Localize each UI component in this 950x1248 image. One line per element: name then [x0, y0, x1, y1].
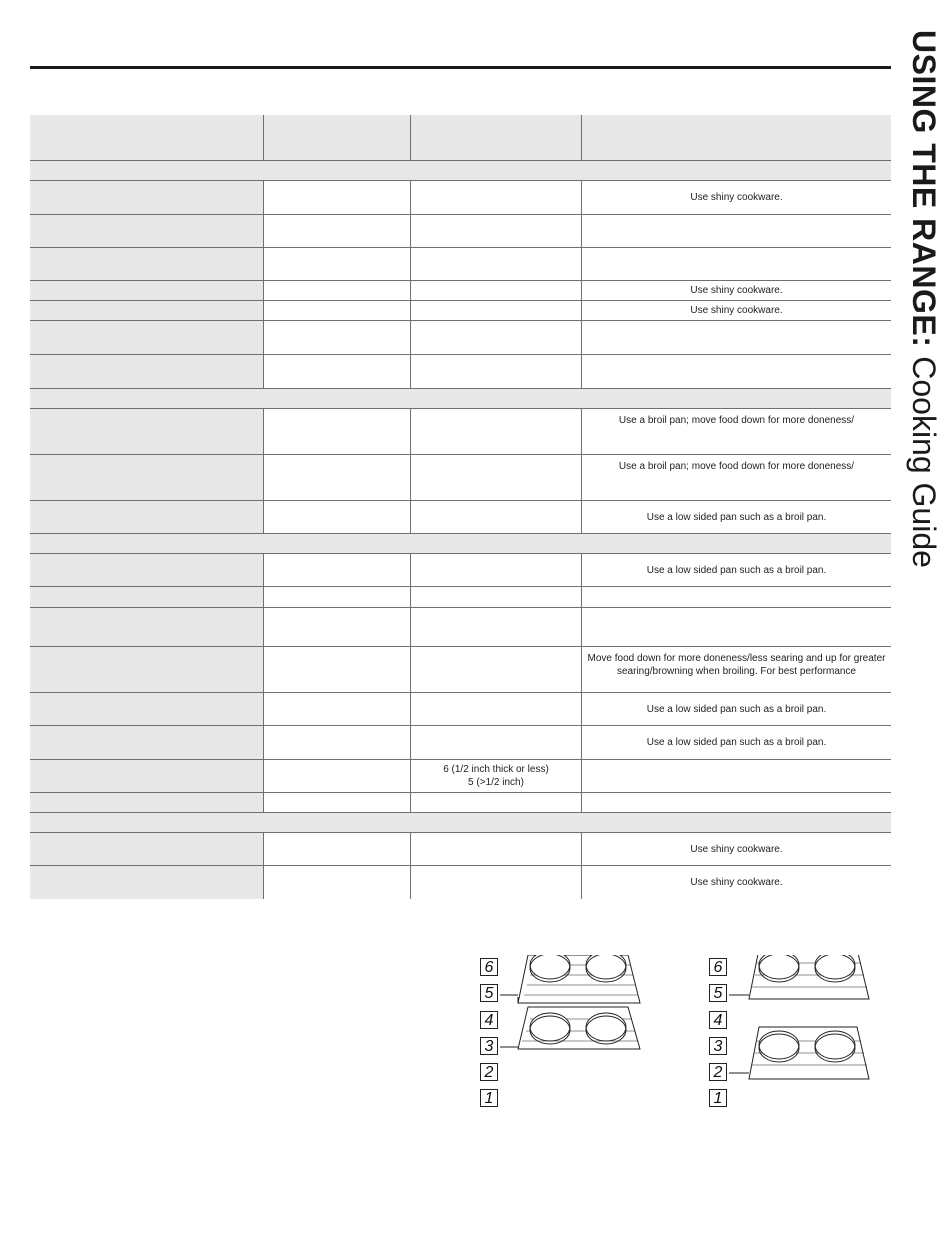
tip-cell: Use shiny cookware. — [581, 833, 891, 865]
table-row — [30, 281, 891, 301]
rack-figure-right — [707, 955, 877, 1115]
tip-cell: Use shiny cookware. — [581, 181, 891, 214]
rack-label: 5 — [480, 984, 498, 1002]
merged-tip-cell — [581, 587, 891, 647]
rack-label: 6 — [480, 958, 498, 976]
tip-cell: Move food down for more doneness/less searing and up for greater searing/browning when broiling. For best performance — [581, 647, 891, 692]
table-row — [30, 215, 891, 248]
rack-label: 1 — [709, 1089, 727, 1107]
section-row — [30, 534, 891, 554]
table-row — [30, 455, 891, 501]
rack-label: 3 — [709, 1037, 727, 1055]
tip-cell: Use shiny cookware. — [581, 281, 891, 300]
rack-position-cell: 6 (1/2 inch thick or less) 5 (>1/2 inch) — [410, 760, 581, 792]
rack-label: 1 — [480, 1089, 498, 1107]
header-cell-4 — [581, 115, 891, 160]
tip-cell: Use a low sided pan such as a broil pan. — [581, 726, 891, 759]
tip-cell: Use a low sided pan such as a broil pan. — [581, 554, 891, 586]
rack-label: 6 — [709, 958, 727, 976]
table-row — [30, 181, 891, 215]
tip-cell — [581, 355, 891, 388]
tip-cell — [581, 248, 891, 280]
rack-label: 3 — [480, 1037, 498, 1055]
section-row — [30, 161, 891, 181]
rack-illustration-left — [478, 955, 648, 1115]
header-cell-1 — [30, 115, 263, 160]
table-row — [30, 554, 891, 587]
tip-cell: Use shiny cookware. — [581, 301, 891, 320]
tip-cell — [581, 793, 891, 812]
tip-cell — [581, 215, 891, 247]
tip-cell: Use a low sided pan such as a broil pan. — [581, 501, 891, 533]
table-row — [30, 647, 891, 693]
section-row — [30, 389, 891, 409]
side-title-bold: USING THE RANGE: — [906, 30, 942, 348]
rack-figure-left — [478, 955, 648, 1115]
table-row — [30, 726, 891, 760]
tip-cell: Use a low sided pan such as a broil pan. — [581, 693, 891, 725]
header-cell-3 — [410, 115, 581, 160]
side-title-light: Cooking Guide — [906, 347, 942, 568]
table-row — [30, 321, 891, 355]
table-row — [30, 793, 891, 813]
rack-label: 4 — [709, 1011, 727, 1029]
table-row — [30, 409, 891, 455]
table-row — [30, 760, 891, 793]
rack-label: 2 — [709, 1063, 727, 1081]
tip-cell — [581, 760, 891, 792]
table-row — [30, 248, 891, 281]
table-row — [30, 693, 891, 726]
rack-label: 2 — [480, 1063, 498, 1081]
side-title — [904, 30, 944, 568]
rack-label: 5 — [709, 984, 727, 1002]
tip-cell: Use a broil pan; move food down for more doneness/ — [581, 455, 891, 500]
table-header-row — [30, 115, 891, 161]
rack-illustration-right — [707, 955, 877, 1115]
table-row — [30, 355, 891, 389]
table-row — [30, 501, 891, 534]
table-row — [30, 866, 891, 899]
header-cell-2 — [263, 115, 410, 160]
section-row — [30, 813, 891, 833]
top-rule — [30, 66, 891, 69]
tip-cell: Use shiny cookware. — [581, 866, 891, 899]
table-row — [30, 301, 891, 321]
table-row — [30, 833, 891, 866]
rack-label: 4 — [480, 1011, 498, 1029]
tip-cell — [581, 321, 891, 354]
tip-cell: Use a broil pan; move food down for more doneness/ — [581, 409, 891, 454]
